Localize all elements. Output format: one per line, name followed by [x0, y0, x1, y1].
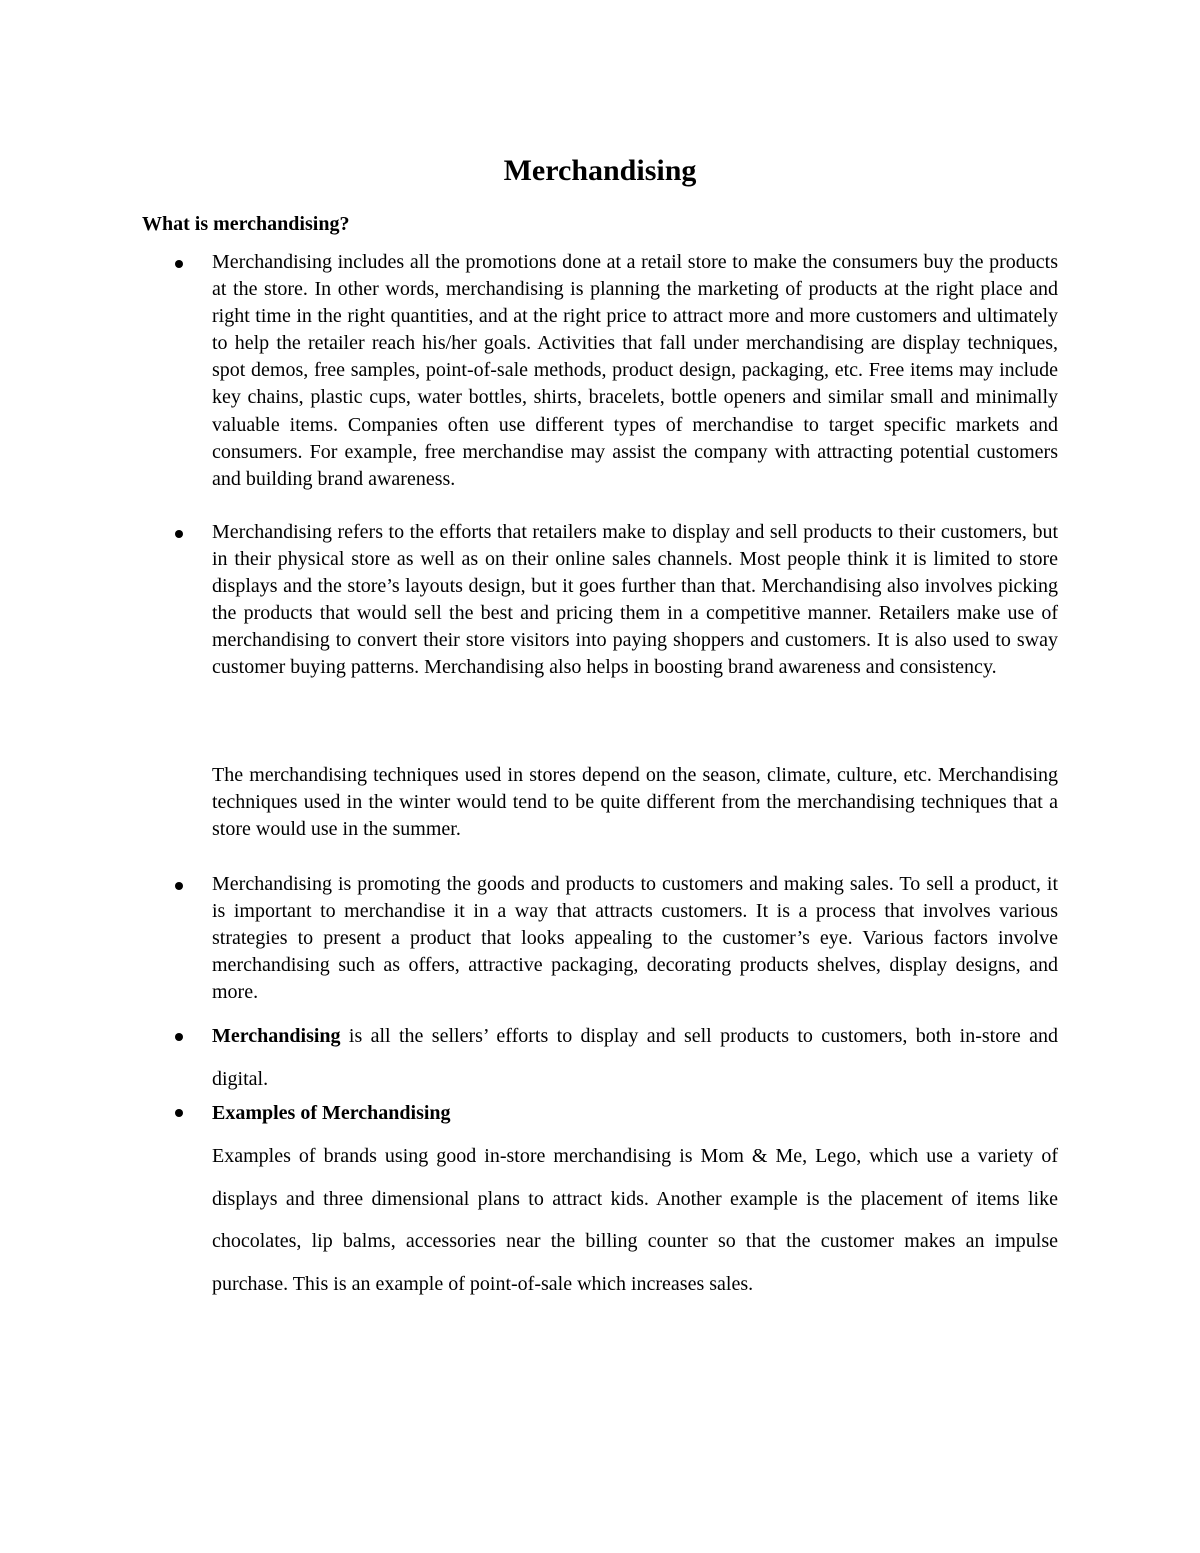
list-item-text: Merchandising includes all the promotions done at a retail store to make the consumers buy the products at the store. In other words, merchandising is planning the marketing of products at the right place and right time in the right quantities, and at the right price to attract more and more customers and ultimately to help the retailer reach his/her goals. Activities that fall under merchandising are display techniques, spot demos, free samples, point-of-sale methods, product design, packaging, etc. Free items may include key chains, plastic cups, water bottles, shirts, bracelets, bottle openers and similar small and minimally valuable items. Companies often use different types of merchandise to target specific markets and consumers. For example, free merchandise may assist the company with attracting potential customers and building brand awareness. [212, 251, 1058, 490]
term-bold: Merchandising [212, 1025, 341, 1047]
bullet-icon [175, 260, 183, 268]
list-item-text: Merchandising refers to the efforts that retailers make to display and sell products to their customers, but in their physical store as well as on their online sales channels. Most people think it is limited to store displays and the store’s layouts design, but it goes further than that. Merchandising also involves picking the products that would sell the best and pricing them in a competitive manner. Retailers make use of merchandising to convert their store visitors into paying shoppers and customers. It is also used to sway customer buying patterns. Merchandising also helps in boosting brand awareness and consistency. [212, 521, 1058, 679]
term-definition: is all the sellers’ efforts to display and sell products to customers, both in-store and digital. [212, 1025, 1058, 1090]
list-item-continuation: The merchandising techniques used in stores depend on the season, climate, culture, etc. Merchandising techniques used in the winter would tend to be quite different from the merchandising techniques that a store would use in the summer. [212, 764, 1058, 841]
bullet-icon [175, 882, 183, 890]
list-item-text: Merchandising is promoting the goods and products to customers and making sales. To sell a product, it is important to merchandise it in a way that attracts customers. It is a process that involves various strategies to present a product that looks appealing to the customer’s eye. Various factors involve merchandising such as offers, attractive packaging, decorating products shelves, display designs, and more. [212, 873, 1058, 1004]
examples-heading: Examples of Merchandising [212, 1102, 451, 1124]
bullet-icon [175, 530, 183, 538]
list-item-text [212, 1015, 1058, 1100]
document-title: Merchandising [503, 154, 697, 187]
bullet-icon [175, 1033, 183, 1041]
bullet-icon [175, 1109, 183, 1117]
section-heading: What is merchandising? [142, 213, 350, 235]
examples-body: Examples of brands using good in-store merchandising is Mom & Me, Lego, which use a variety of displays and three dimensional plans to attract kids. Another example is the placement of items like chocolates, lip balms, accessories near the billing counter so that the customer makes an impulse purchase. This is an example of point-of-sale which increases sales. [212, 1145, 1058, 1295]
